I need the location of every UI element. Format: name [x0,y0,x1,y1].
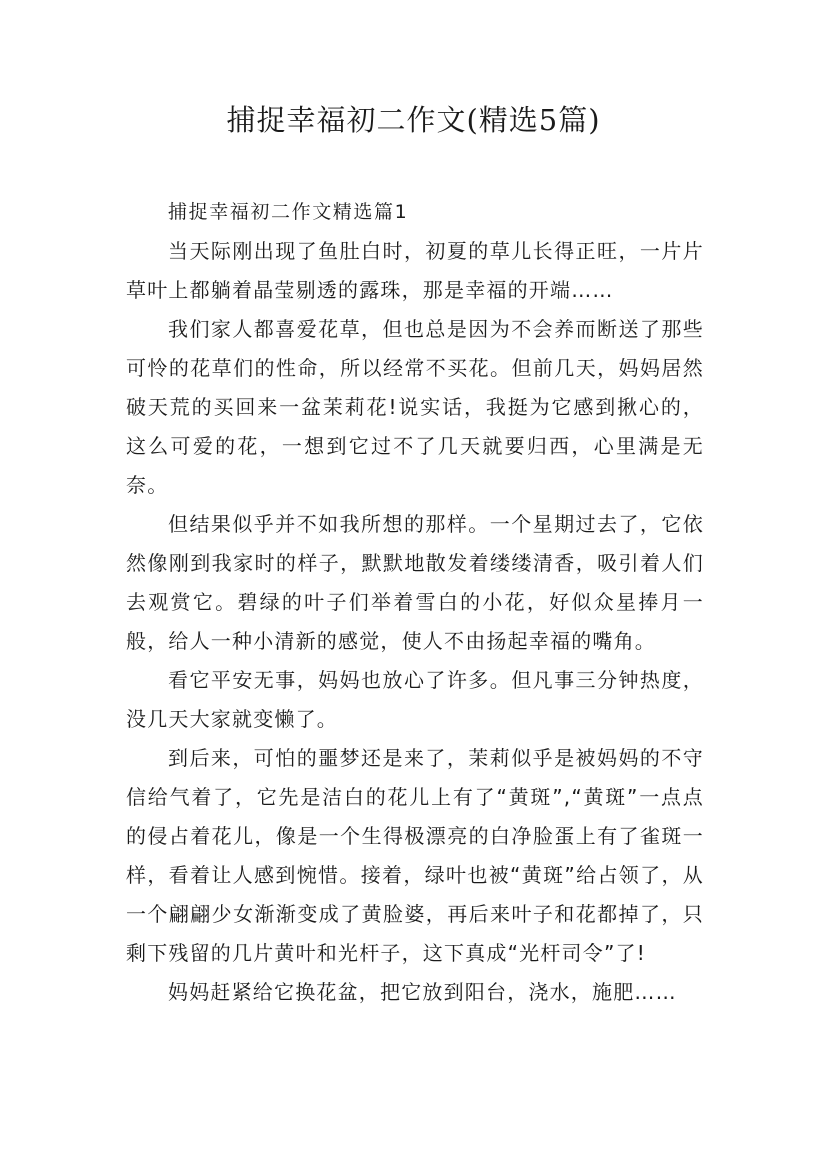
document-body [126,193,704,1012]
paragraph-5: 到后来，可怕的噩梦还是来了，茉莉似乎是被妈妈的不守信给气着了，它先是洁白的花儿上有了“黄斑”,“黄斑”一点点的侵占着花儿，像是一个生得极漂亮的白净脸蛋上有了雀斑一样，看着让人感到惋惜。接着，绿叶也被“黄斑”给占领了，从一个翩翩少女渐渐变成了黄脸婆，再后来叶子和花都掉了，只剩下残留的几片黄叶和光杆子，这下真成“光杆司令”了! [126,746,704,965]
paragraph-1: 当天际刚出现了鱼肚白时，初夏的草儿长得正旺，一片片草叶上都躺着晶莹剔透的露珠，那是幸福的开端…… [126,239,704,302]
paragraph-4: 看它平安无事，妈妈也放心了许多。但凡事三分钟热度，没几天大家就变懒了。 [126,668,704,731]
paragraph-6: 妈妈赶紧给它换花盆，把它放到阳台，浇水，施肥…… [168,980,677,1004]
section-heading: 捕捉幸福初二作文精选篇1 [168,201,409,223]
paragraph-2: 我们家人都喜爱花草，但也总是因为不会养而断送了那些可怜的花草们的性命，所以经常不买花。但前几天，妈妈居然破天荒的买回来一盆茉莉花!说实话，我挺为它感到揪心的，这么可爱的花，一想到它过不了几天就要归西，心里满是无奈。 [126,317,704,497]
paragraph-3: 但结果似乎并不如我所想的那样。一个星期过去了，它依然像刚到我家时的样子，默默地散发着缕缕清香，吸引着人们去观赏它。碧绿的叶子们举着雪白的小花，好似众星捧月一般，给人一种小清新的感觉，使人不由扬起幸福的嘴角。 [126,512,704,653]
document-title: 捕捉幸福初二作文(精选5篇) [226,103,601,137]
